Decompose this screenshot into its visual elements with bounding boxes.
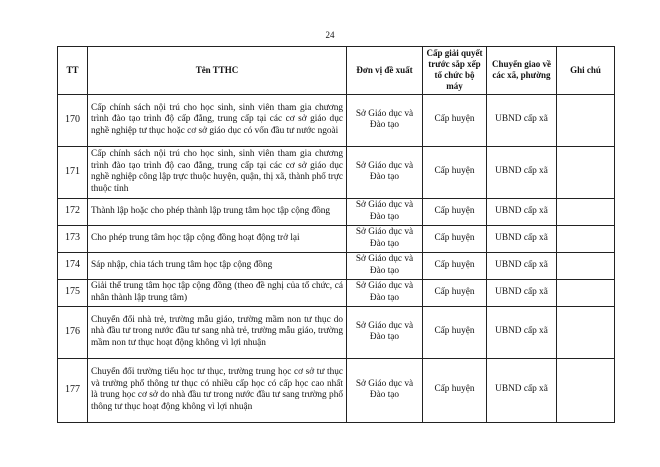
row-transfer: UBND cấp xã [487, 358, 557, 422]
row-unit: Sở Giáo dục và Đào tạo [347, 94, 423, 146]
row-tt: 170 [58, 94, 88, 146]
row-unit: Sở Giáo dục và Đào tạo [347, 252, 423, 279]
table-row [58, 198, 615, 225]
row-unit: Sở Giáo dục và Đào tạo [347, 225, 423, 252]
row-tt: 177 [58, 358, 88, 422]
row-transfer: UBND cấp xã [487, 94, 557, 146]
row-level: Cấp huyện [423, 358, 487, 422]
table-row [58, 94, 615, 146]
table-row [58, 358, 615, 422]
row-tt: 175 [58, 279, 88, 306]
header-name: Tên TTHC [88, 47, 347, 95]
header-note: Ghi chú [557, 47, 615, 95]
row-note [557, 146, 615, 198]
row-transfer: UBND cấp xã [487, 279, 557, 306]
table-row [58, 279, 615, 306]
row-level: Cấp huyện [423, 146, 487, 198]
row-tt: 172 [58, 198, 88, 225]
table-row [58, 225, 615, 252]
row-procedure-name: Sáp nhập, chia tách trung tâm học tập cộng đồng [88, 252, 347, 279]
row-transfer: UBND cấp xã [487, 225, 557, 252]
row-tt: 176 [58, 306, 88, 358]
procedures-table [57, 46, 615, 423]
row-tt: 173 [58, 225, 88, 252]
row-procedure-name: Thành lập hoặc cho phép thành lập trung tâm học tập cộng đồng [88, 198, 347, 225]
row-procedure-name: Cấp chính sách nội trú cho học sinh, sinh viên tham gia chương trình đào tạo trình độ cao đẳng, trung cấp tại các cơ sở giáo dục nghề nghiệp công lập trực thuộc huyện, quận, thị xã, thành phố trực thuộc tỉnh [88, 146, 347, 198]
row-note [557, 225, 615, 252]
header-transfer: Chuyển giao về các xã, phường [487, 47, 557, 95]
row-note [557, 279, 615, 306]
row-unit: Sở Giáo dục và Đào tạo [347, 279, 423, 306]
row-unit: Sở Giáo dục và Đào tạo [347, 306, 423, 358]
row-note [557, 252, 615, 279]
table-header-row [58, 47, 615, 95]
row-transfer: UBND cấp xã [487, 252, 557, 279]
row-note [557, 198, 615, 225]
row-procedure-name: Chuyển đổi trường tiểu học tư thục, trường trung học cơ sở tư thục và trường phổ thông tư thục có nhiều cấp học có cấp học cao nhất là trung học cơ sở do nhà đầu tư trong nước đầu tư sang trường phổ thông tư thục hoạt động không vì lợi nhuận [88, 358, 347, 422]
row-note [557, 358, 615, 422]
row-unit: Sở Giáo dục và Đào tạo [347, 146, 423, 198]
header-unit: Đơn vị đề xuất [347, 47, 423, 95]
row-level: Cấp huyện [423, 94, 487, 146]
table-row [58, 252, 615, 279]
page-number: 24 [325, 30, 335, 40]
table-row [58, 306, 615, 358]
row-note [557, 306, 615, 358]
row-level: Cấp huyện [423, 306, 487, 358]
row-level: Cấp huyện [423, 225, 487, 252]
row-level: Cấp huyện [423, 198, 487, 225]
row-tt: 174 [58, 252, 88, 279]
row-unit: Sở Giáo dục và Đào tạo [347, 198, 423, 225]
header-tt: TT [58, 47, 88, 95]
row-level: Cấp huyện [423, 252, 487, 279]
row-transfer: UBND cấp xã [487, 306, 557, 358]
row-tt: 171 [58, 146, 88, 198]
row-procedure-name: Cho phép trung tâm học tập cộng đồng hoạt động trở lại [88, 225, 347, 252]
header-level: Cấp giải quyết trước sắp xếp tổ chức bộ máy [423, 47, 487, 95]
row-transfer: UBND cấp xã [487, 198, 557, 225]
row-procedure-name: Cấp chính sách nội trú cho học sinh, sinh viên tham gia chương trình đào tạo trình độ cấp đẳng, trung cấp tại các cơ sở giáo dục nghề nghiệp tư thục hoặc cơ sở giáo dục có vốn đầu tư nước ngoài [88, 94, 347, 146]
row-transfer: UBND cấp xã [487, 146, 557, 198]
row-level: Cấp huyện [423, 279, 487, 306]
row-note [557, 94, 615, 146]
table-row [58, 146, 615, 198]
row-procedure-name: Giải thể trung tâm học tập cộng đồng (theo đề nghị của tổ chức, cá nhân thành lập trung tâm) [88, 279, 347, 306]
row-unit: Sở Giáo dục và Đào tạo [347, 358, 423, 422]
row-procedure-name: Chuyển đổi nhà trẻ, trường mẫu giáo, trường mầm non tư thục do nhà đầu tư trong nước đầu tư sang nhà trẻ, trường mẫu giáo, trường mầm non tư thục hoạt động không vì lợi nhuận [88, 306, 347, 358]
